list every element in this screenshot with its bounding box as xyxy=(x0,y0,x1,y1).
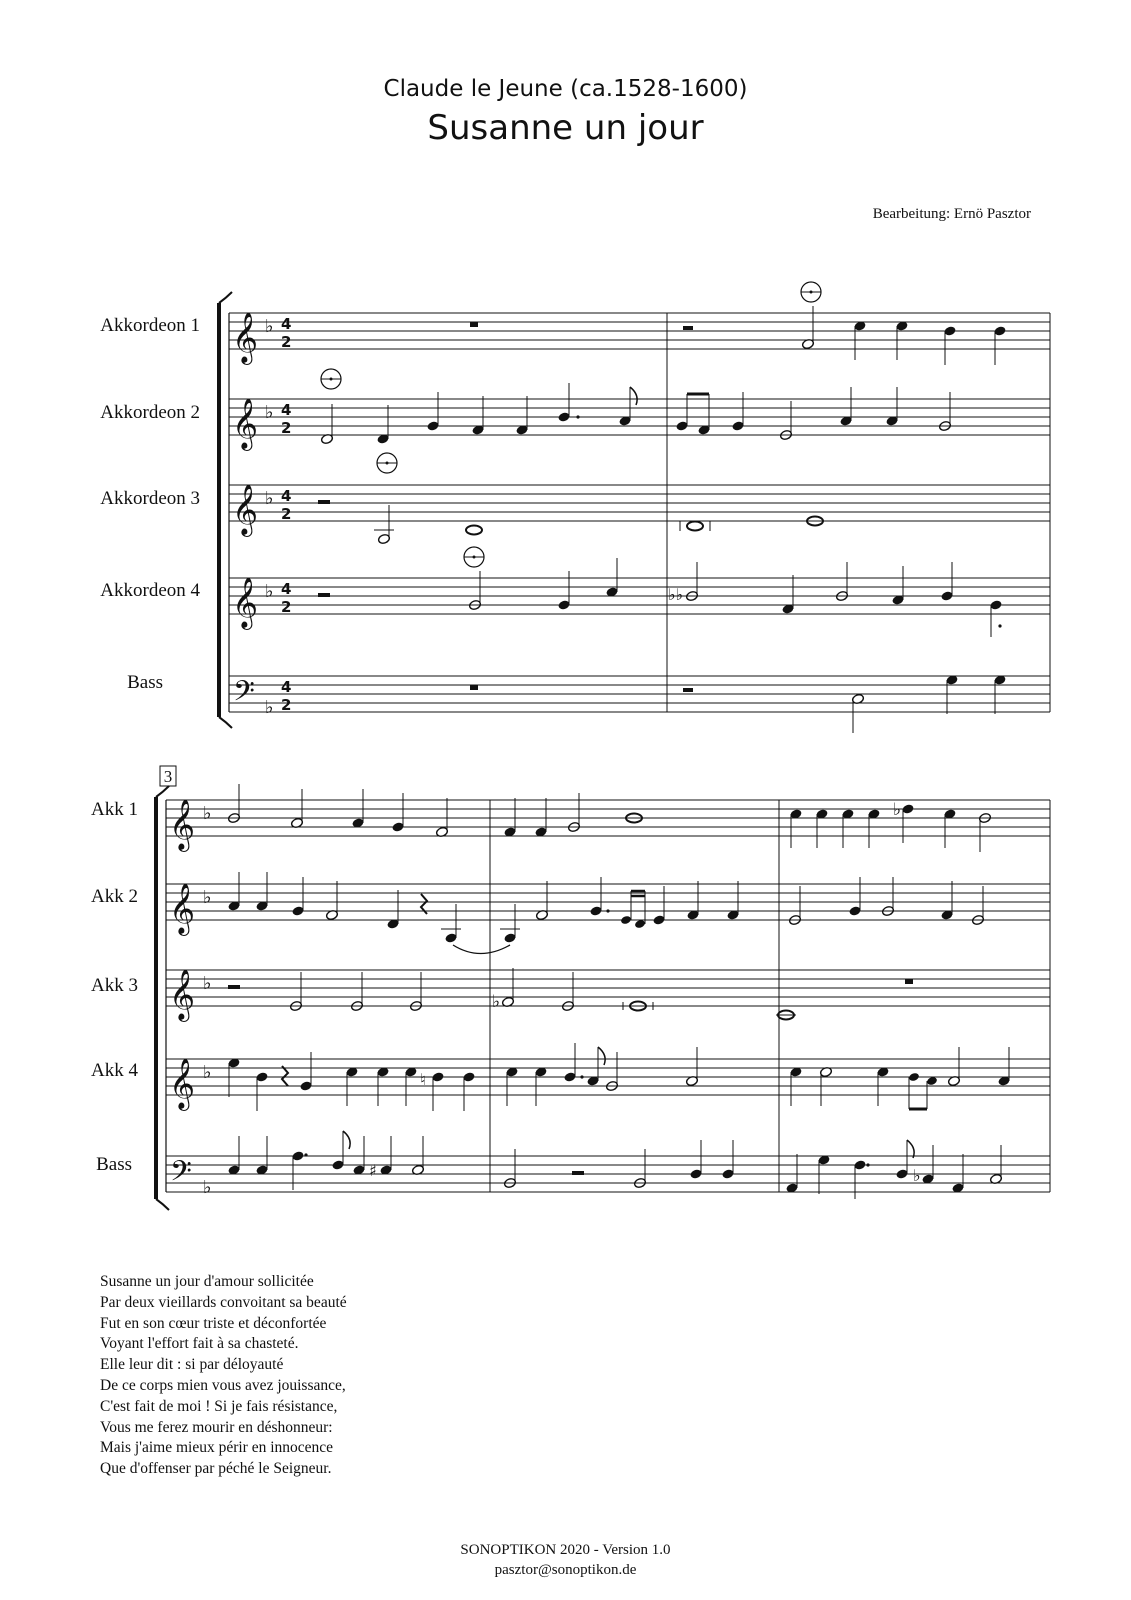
measure-number: 3 xyxy=(163,767,173,786)
lyrics-block xyxy=(100,1272,347,1480)
quarter-rest xyxy=(282,1066,288,1086)
note xyxy=(255,872,268,912)
half-rest xyxy=(228,985,240,989)
piece-title: Susanne un jour xyxy=(427,108,704,148)
note xyxy=(853,1159,869,1199)
note xyxy=(291,877,304,917)
note xyxy=(620,891,646,929)
note xyxy=(993,325,1006,365)
treble-clef: 𝄞 xyxy=(169,799,196,850)
lyrics-line: Voyant l'effort fait à sa chasteté. xyxy=(100,1335,299,1353)
treble-clef: 𝄞 xyxy=(169,1058,196,1109)
flat-sign: ♭ xyxy=(492,992,501,1012)
lyrics-line: Elle leur dit : si par déloyauté xyxy=(100,1356,284,1374)
time-signature: 2 xyxy=(281,333,292,351)
whole-rest xyxy=(905,979,913,984)
staff-bass xyxy=(229,676,1050,712)
note xyxy=(901,803,914,843)
note xyxy=(586,1047,605,1087)
instrument-label: Akk 2 xyxy=(91,886,138,907)
flat-sign: ♭ xyxy=(203,1062,212,1083)
treble-clef: 𝄞 xyxy=(169,883,196,934)
instrument-label: Akk 1 xyxy=(91,799,138,820)
half-rest xyxy=(318,500,330,504)
flat-sign: ♭ xyxy=(203,1177,212,1198)
note xyxy=(940,881,953,921)
time-signature: 4 xyxy=(281,401,292,419)
note xyxy=(500,904,520,944)
flat-sign: ♭ xyxy=(265,402,274,423)
flat-sign: ♭ xyxy=(265,488,274,509)
note xyxy=(726,881,739,921)
fermata-circle xyxy=(321,369,341,389)
time-signature: 4 xyxy=(281,580,292,598)
note xyxy=(386,890,399,930)
instrument-label: Akkordeon 1 xyxy=(100,315,200,336)
note xyxy=(374,505,394,545)
note xyxy=(563,1043,583,1083)
note xyxy=(789,808,802,848)
lyrics-line: Mais j'aime mieux périr en innocence xyxy=(100,1439,334,1457)
flat-sign: ♭ xyxy=(913,1166,921,1185)
lyrics-line: Fut en son cœur triste et déconfortée xyxy=(100,1314,327,1332)
instrument-label: Akkordeon 2 xyxy=(100,402,200,423)
lyrics-line: Que d'offenser par péché le Seigneur. xyxy=(100,1460,332,1478)
note xyxy=(376,405,389,445)
arranger-credit: Bearbeitung: Ernö Pasztor xyxy=(872,206,1031,222)
note xyxy=(391,793,404,833)
note xyxy=(731,392,744,432)
lyrics-line: Susanne un jour d'amour sollicitée xyxy=(100,1273,314,1290)
note xyxy=(255,1071,268,1111)
whole-rest xyxy=(470,685,478,690)
flat-sign: ♭ xyxy=(203,887,212,908)
flat-sign: ♭ xyxy=(265,316,274,337)
bass-clef: 𝄢 xyxy=(170,1155,192,1195)
whole-rest xyxy=(470,322,478,327)
note xyxy=(776,1011,796,1020)
lyrics-line: C'est fait de moi ! Si je fais résistance, xyxy=(100,1397,338,1415)
lyrics-line: Vous me ferez mourir en déshonneur: xyxy=(100,1418,333,1436)
staff-akkordeon-1 xyxy=(229,313,1050,349)
flat-sign: ♭ xyxy=(265,697,274,718)
natural-sign: ♮ xyxy=(420,1070,426,1089)
instrument-label: Bass xyxy=(127,672,163,693)
note xyxy=(291,1150,307,1190)
half-rest xyxy=(572,1171,584,1175)
lyrics-line: Par deux vieillards convoitant sa beauté xyxy=(100,1293,347,1311)
note xyxy=(685,1047,698,1087)
half-rest xyxy=(683,688,693,692)
time-signature: 2 xyxy=(281,505,292,523)
note xyxy=(299,1052,312,1092)
note xyxy=(466,526,482,535)
note xyxy=(851,693,864,733)
note xyxy=(885,387,898,427)
note xyxy=(848,877,861,917)
note xyxy=(943,808,956,848)
time-signature: 2 xyxy=(281,696,292,714)
composer-line: Claude le Jeune (ca.1528-1600) xyxy=(383,76,748,102)
flat-sign: ♭ xyxy=(203,803,212,824)
flat-sign: ♭ xyxy=(893,800,902,820)
flat-sign: ♭ xyxy=(203,973,212,994)
note xyxy=(781,575,794,615)
note xyxy=(471,396,484,436)
note xyxy=(989,599,1002,637)
note xyxy=(867,808,880,848)
note xyxy=(943,325,956,365)
fermata-circle xyxy=(464,547,484,567)
staff-akkordeon-2 xyxy=(229,399,1050,435)
instrument-label: Akkordeon 3 xyxy=(100,488,200,509)
note xyxy=(431,1071,444,1111)
staff-akkordeon-4 xyxy=(229,578,1050,614)
half-rest xyxy=(683,326,693,330)
instrument-label: Akkordeon 4 xyxy=(100,580,200,601)
half-rest xyxy=(318,593,330,597)
footer-version: SONOPTIKON 2020 - Version 1.0 xyxy=(460,1542,671,1558)
note xyxy=(940,562,953,602)
fermata-circle xyxy=(801,282,821,302)
note xyxy=(675,394,710,436)
note xyxy=(227,872,240,912)
note xyxy=(557,571,570,611)
treble-clef: 𝄞 xyxy=(232,398,259,449)
lyrics-line: De ce corps mien vous avez jouissance, xyxy=(100,1376,346,1394)
note xyxy=(325,881,338,921)
note xyxy=(515,396,528,436)
tie xyxy=(453,945,510,954)
time-signature: 4 xyxy=(281,487,292,505)
note xyxy=(462,1071,475,1111)
note xyxy=(947,1047,960,1087)
footer-email: pasztor@sonoptikon.de xyxy=(494,1562,637,1578)
treble-clef: 𝄞 xyxy=(232,577,259,628)
time-signature: 2 xyxy=(281,419,292,437)
instrument-label: Akk 4 xyxy=(91,1060,138,1081)
note xyxy=(618,387,637,427)
note xyxy=(535,881,548,921)
note xyxy=(686,881,699,921)
time-signature: 4 xyxy=(281,315,292,333)
treble-clef: 𝄞 xyxy=(232,484,259,535)
bass-clef: 𝄢 xyxy=(233,675,255,715)
note xyxy=(841,808,854,848)
treble-clef: 𝄞 xyxy=(169,969,196,1020)
note xyxy=(997,1047,1010,1087)
instrument-label: Akk 3 xyxy=(91,975,138,996)
sharp-sign: ♯ xyxy=(369,1161,377,1180)
note xyxy=(721,1140,734,1180)
flat-sign: ♭ xyxy=(265,581,274,602)
note xyxy=(891,566,904,606)
time-signature: 2 xyxy=(281,598,292,616)
double-flat-sign: ♭♭ xyxy=(668,585,684,604)
note xyxy=(689,1140,702,1180)
note xyxy=(839,387,852,427)
time-signature: 4 xyxy=(281,678,292,696)
fermata-circle xyxy=(377,453,397,473)
instrument-label: Bass xyxy=(96,1154,132,1175)
note xyxy=(680,521,710,531)
treble-clef: 𝄞 xyxy=(232,312,259,363)
note xyxy=(320,404,333,445)
note xyxy=(441,904,461,944)
staff-akkordeon-3 xyxy=(229,485,1050,521)
note xyxy=(815,808,828,848)
note xyxy=(426,392,439,432)
note xyxy=(652,886,665,926)
note xyxy=(589,877,609,917)
